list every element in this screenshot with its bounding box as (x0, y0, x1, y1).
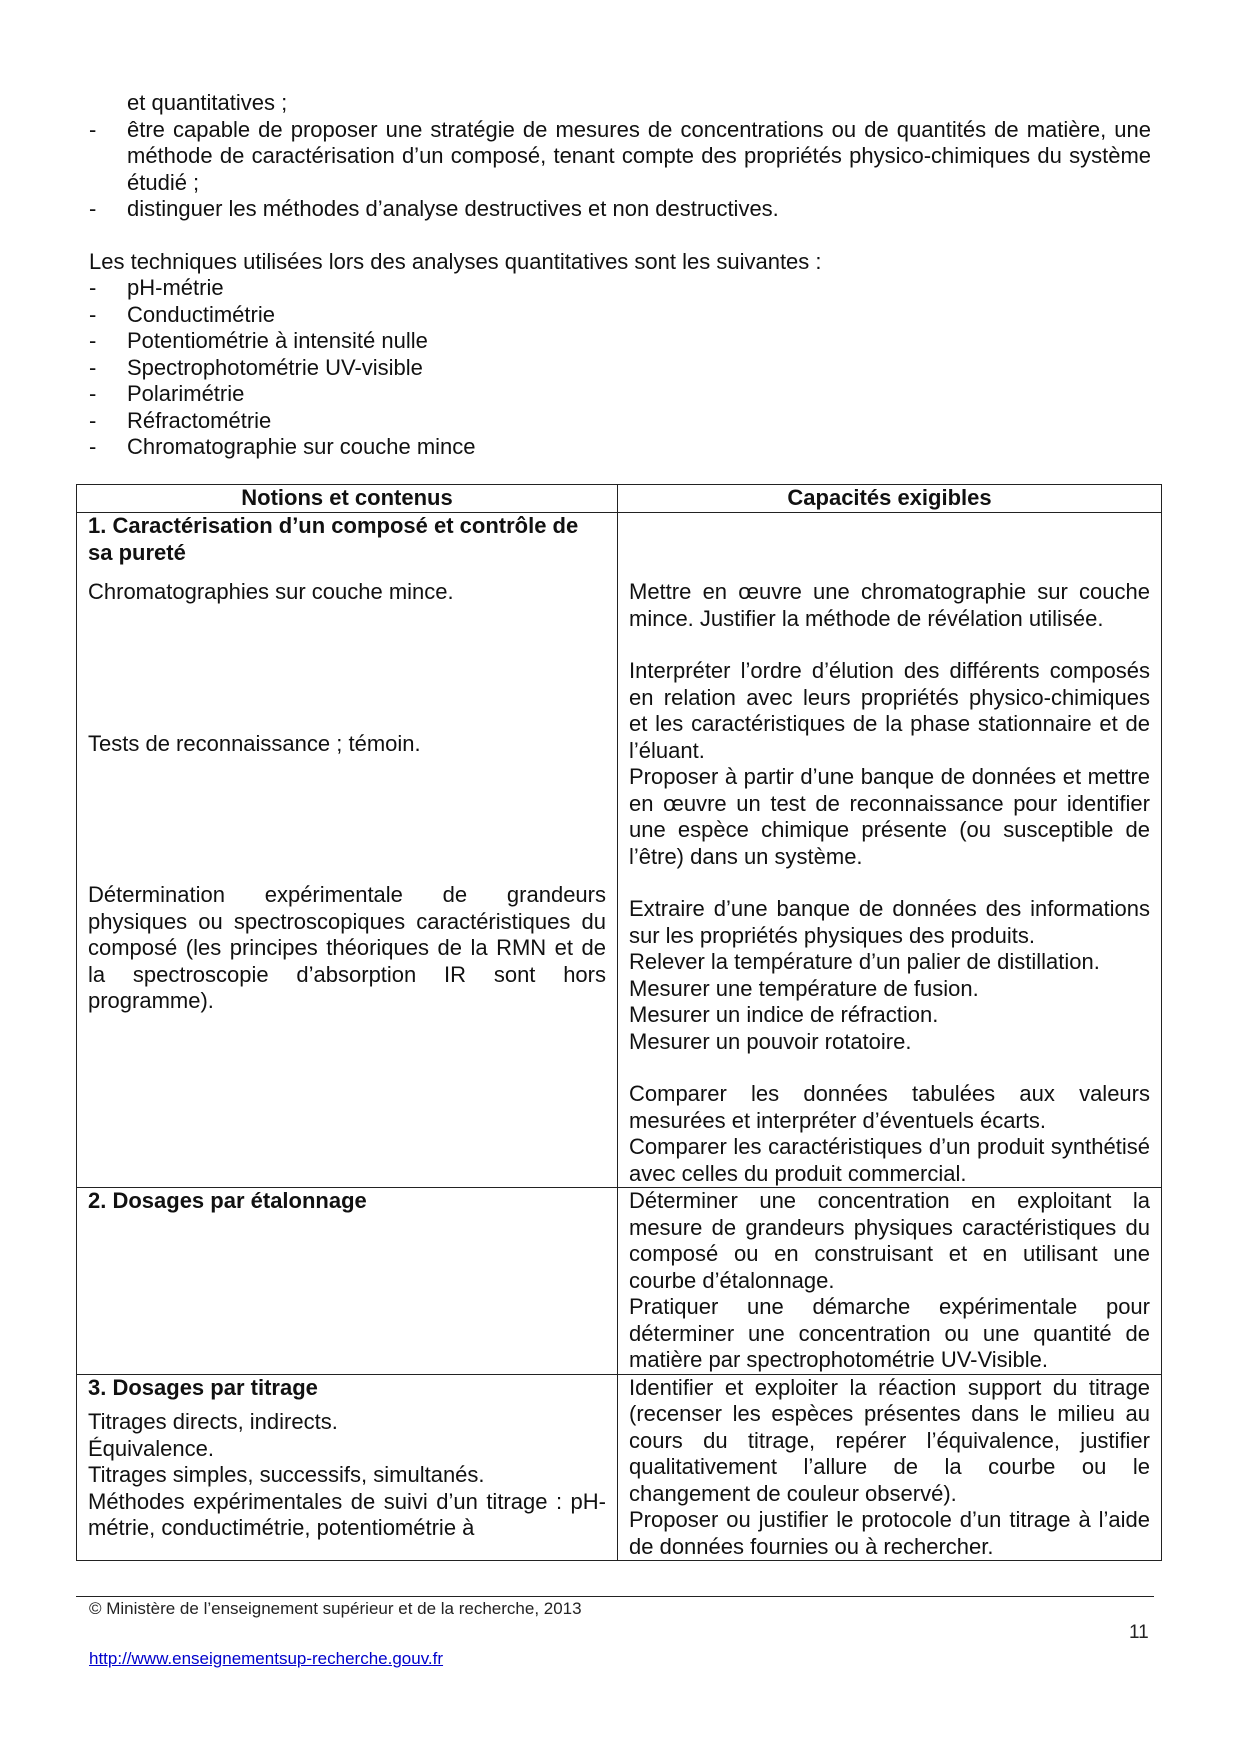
capacity-text: Proposer ou justifier le protocole d’un titrage à l’aide de données fournies ou à rechercher. (629, 1507, 1150, 1559)
section-title: 1. Caractérisation d’un composé et contrôle de sa pureté (88, 513, 579, 565)
list-dash: - (89, 196, 97, 221)
technique-item (89, 408, 1151, 435)
technique-text: Spectrophotométrie UV-visible (127, 354, 423, 380)
list-dash: - (89, 301, 97, 327)
capacity-text: Comparer les données tabulées aux valeurs mesurées et interpréter d’éventuels écarts. (629, 1081, 1150, 1133)
technique-item (89, 355, 1151, 382)
capacity-text: Proposer à partir d’une banque de données et mettre en œuvre un test de reconnaissance pour identifier une espèce chimique présente (ou susceptible de l’être) dans un système. (629, 764, 1150, 869)
technique-text: Conductimétrie (127, 301, 275, 327)
technique-text: Chromatographie sur couche mince (127, 434, 476, 459)
notions-cell (77, 513, 618, 1188)
intro-section (89, 90, 1151, 461)
technique-text: Potentiométrie à intensité nulle (127, 328, 428, 353)
technique-item (89, 434, 1151, 461)
section-title: 3. Dosages par titrage (88, 1374, 318, 1400)
techniques-heading: Les techniques utilisées lors des analyses quantitatives sont les suivantes : (89, 248, 822, 274)
notion-text: Titrages simples, successifs, simultanés. (88, 1462, 485, 1487)
table-row-section-3 (77, 1374, 1162, 1561)
table-row-section-1 (77, 513, 1162, 1188)
objective-item (89, 117, 1151, 197)
footer-url-link[interactable]: http://www.enseignementsup-recherche.gouv.fr (89, 1649, 444, 1668)
capacity-text: Identifier et exploiter la réaction support du titrage (recenser les espèces présentes dans le milieu au cours du titrage, repérer l’équivalence, justifier qualitativement l’allure de la courbe ou le changement de couleur observé). (629, 1374, 1150, 1506)
intro-continuation: et quantitatives ; (127, 90, 288, 115)
list-dash: - (89, 407, 97, 433)
list-dash: - (89, 275, 97, 300)
capacity-text: Extraire d’une banque de données des informations sur les propriétés physiques des produits. (629, 896, 1150, 948)
capacites-cell (618, 513, 1162, 1188)
list-dash: - (89, 434, 97, 459)
notions-cell (77, 1188, 618, 1375)
list-dash: - (89, 116, 97, 142)
technique-text: pH-métrie (127, 275, 224, 300)
capacity-text: Mesurer une température de fusion. (629, 975, 979, 1001)
section-title: 2. Dosages par étalonnage (88, 1188, 367, 1213)
capacity-text: Mesurer un pouvoir rotatoire. (629, 1028, 912, 1054)
notion-text: Détermination expérimentale de grandeurs physiques ou spectroscopiques caractéristiques du composé (les principes théoriques de la RMN et de la spectroscopie d’absorption IR sont hors programme). (88, 882, 606, 1013)
notion-text: Chromatographies sur couche mince. (88, 579, 454, 604)
table-header-row (77, 485, 1162, 513)
technique-item (89, 302, 1151, 329)
program-table (76, 484, 1162, 1561)
capacity-text: Comparer les caractéristiques d’un produit synthétisé avec celles du produit commercial. (629, 1134, 1150, 1186)
technique-item (89, 275, 1151, 302)
header-notions: Notions et contenus (77, 485, 618, 513)
footer-copyright: © Ministère de l’enseignement supérieur et de la recherche, 2013 (89, 1599, 582, 1618)
footer-divider (76, 1596, 1154, 1597)
list-dash: - (89, 354, 97, 380)
table-row-section-2 (77, 1188, 1162, 1375)
objective-text: distinguer les méthodes d’analyse destructives et non destructives. (127, 196, 779, 221)
capacites-cell (618, 1374, 1162, 1561)
list-dash: - (89, 381, 97, 406)
notion-text: Équivalence. (88, 1435, 214, 1461)
notion-text: Titrages directs, indirects. (88, 1409, 338, 1434)
notion-text: Méthodes expérimentales de suivi d’un titrage : pH-métrie, conductimétrie, potentiométrie à (88, 1488, 606, 1540)
technique-item (89, 328, 1151, 355)
capacity-text: Mettre en œuvre une chromatographie sur couche mince. Justifier la méthode de révélation utilisée. (629, 579, 1150, 631)
capacity-text: Interpréter l’ordre d’élution des différents composés en relation avec leurs propriétés physico-chimiques et les caractéristiques de la phase stationnaire et de l’éluant. (629, 658, 1150, 763)
capacites-cell (618, 1188, 1162, 1375)
notion-text: Tests de reconnaissance ; témoin. (88, 730, 421, 756)
capacity-text: Déterminer une concentration en exploitant la mesure de grandeurs physiques caractéristiques du composé ou en construisant et en utilisant une courbe d’étalonnage. (629, 1188, 1150, 1293)
page-number: 11 (1129, 1622, 1149, 1643)
list-dash: - (89, 328, 97, 353)
capacity-text: Mesurer un indice de réfraction. (629, 1002, 939, 1027)
technique-text: Réfractométrie (127, 407, 272, 433)
capacity-text: Pratiquer une démarche expérimentale pour déterminer une concentration ou une quantité de matière par spectrophotométrie UV-Visible. (629, 1294, 1150, 1372)
notions-cell (77, 1374, 618, 1561)
header-capacites: Capacités exigibles (618, 485, 1162, 513)
technique-item (89, 381, 1151, 408)
objective-item (89, 196, 1151, 223)
capacity-text: Relever la température d’un palier de distillation. (629, 949, 1100, 974)
objective-text: être capable de proposer une stratégie de mesures de concentrations ou de quantités de matière, une méthode de caractérisation d’un composé, tenant compte des propriétés physico-chimiques du système étudié ; (127, 116, 1151, 195)
technique-text: Polarimétrie (127, 381, 245, 406)
